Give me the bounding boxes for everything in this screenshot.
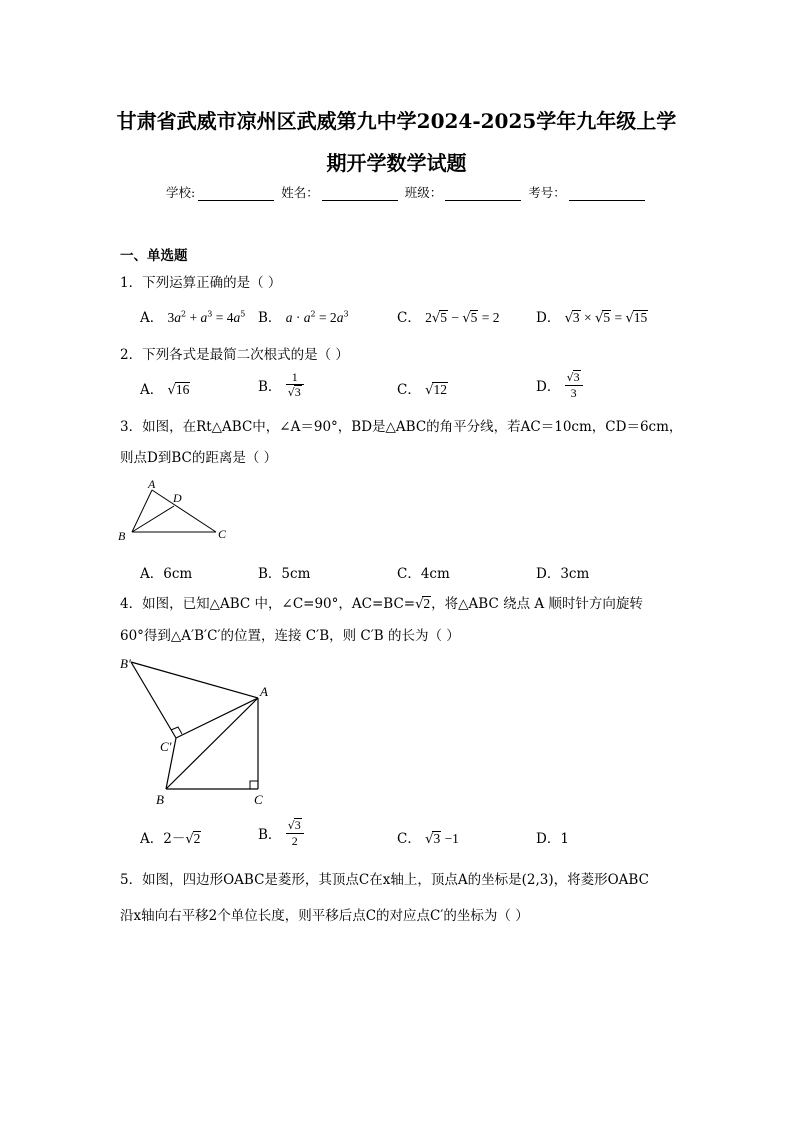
q2-option-b[interactable]: B． $\frac{1}{√3}$ (258, 370, 304, 400)
q3-option-c[interactable]: C．4cm (397, 566, 450, 582)
q2-option-a[interactable]: A． √16 (140, 382, 190, 398)
edge-c1a (176, 698, 258, 738)
school-blank[interactable] (198, 187, 274, 201)
name-label: 姓名： (281, 185, 319, 200)
label-a: A (148, 478, 156, 491)
q1-option-a[interactable]: A． $3a^2 + a^3 = 4a^5$ (140, 309, 246, 326)
q4-option-a[interactable]: A．2－√2 (140, 831, 201, 847)
q1-option-c[interactable]: C． 2√5 − √5 = 2 (397, 310, 500, 326)
q3-option-d[interactable]: D．3cm (536, 566, 590, 582)
q4-option-d[interactable]: D．1 (536, 831, 569, 847)
q4-rotation-figure (116, 652, 281, 810)
section-heading: 一、单选题 (120, 248, 188, 264)
q1-option-d[interactable]: D． √3 × √5 = √15 (536, 310, 648, 326)
name-blank[interactable] (322, 187, 398, 201)
q3-option-a[interactable]: A．6cm (140, 566, 193, 582)
edge-b1a (131, 662, 258, 698)
q1-option-b[interactable]: B． $a \cdot a^2 = 2a^3$ (258, 309, 349, 326)
q4-option-b[interactable]: B． $\frac{√3}{2}$ (258, 818, 304, 848)
q4-stem-line2: 60°得到△A′B′C′的位置，连接 C′B，则 C′B 的长为（ ） (120, 628, 460, 644)
edge-ba (166, 698, 258, 789)
q3-stem-line2: 则点D到BC的距离是（ ） (120, 450, 278, 466)
q2-option-c[interactable]: C． √12 (397, 382, 447, 398)
label-a: A (260, 684, 268, 699)
q4-option-c[interactable]: C． √3 −1 (397, 831, 459, 847)
doc-title-line2: 期开学数学试题 (326, 151, 467, 175)
q4-stem-line1: 4．如图，已知△ABC 中，∠C=90°，AC=BC=√2，将△ABC 绕点 A 顺时针方向旋转 (120, 596, 643, 612)
q1-stem: 1．下列运算正确的是（ ） (120, 275, 282, 291)
exam-no-label: 考号： (528, 185, 566, 200)
q5-stem-line1: 5．如图，四边形OABC是菱形，其顶点C在x轴上，顶点A的坐标是(2,3)，将菱形OABC (120, 872, 649, 888)
class-label: 班级： (404, 185, 443, 200)
label-b: B (118, 529, 126, 542)
q2-stem: 2．下列各式是最简二次根式的是（ ） (120, 347, 349, 363)
q5-stem-line2: 沿x轴向右平移2个单位长度，则平移后点C的对应点C′的坐标为（ ） (120, 908, 529, 924)
q3-triangle-figure (118, 478, 233, 542)
exam-no-blank[interactable] (569, 187, 645, 201)
doc-title-line1: 甘肃省武威市凉州区武威第九中学2024-2025学年九年级上学 (116, 109, 677, 133)
right-angle-c (250, 781, 258, 789)
edge-ac (152, 490, 216, 532)
label-b: B (156, 792, 164, 807)
label-b-prime: B′ (120, 656, 131, 671)
label-c: C (254, 792, 263, 807)
label-d: D (173, 491, 182, 505)
label-c-prime: C′ (160, 739, 172, 754)
q3-option-b[interactable]: B．5cm (258, 566, 311, 582)
q3-stem-line1: 3．如图，在Rt△ABC中，∠A＝90°，BD是△ABC的角平分线，若AC＝10cm，CD＝6cm， (120, 419, 683, 435)
label-c: C (218, 527, 227, 541)
school-label: 学校: (166, 185, 196, 200)
q2-option-d[interactable]: D． $\frac{√3}{3}$ (536, 370, 583, 400)
student-info-row (166, 183, 648, 201)
class-blank[interactable] (445, 187, 521, 201)
